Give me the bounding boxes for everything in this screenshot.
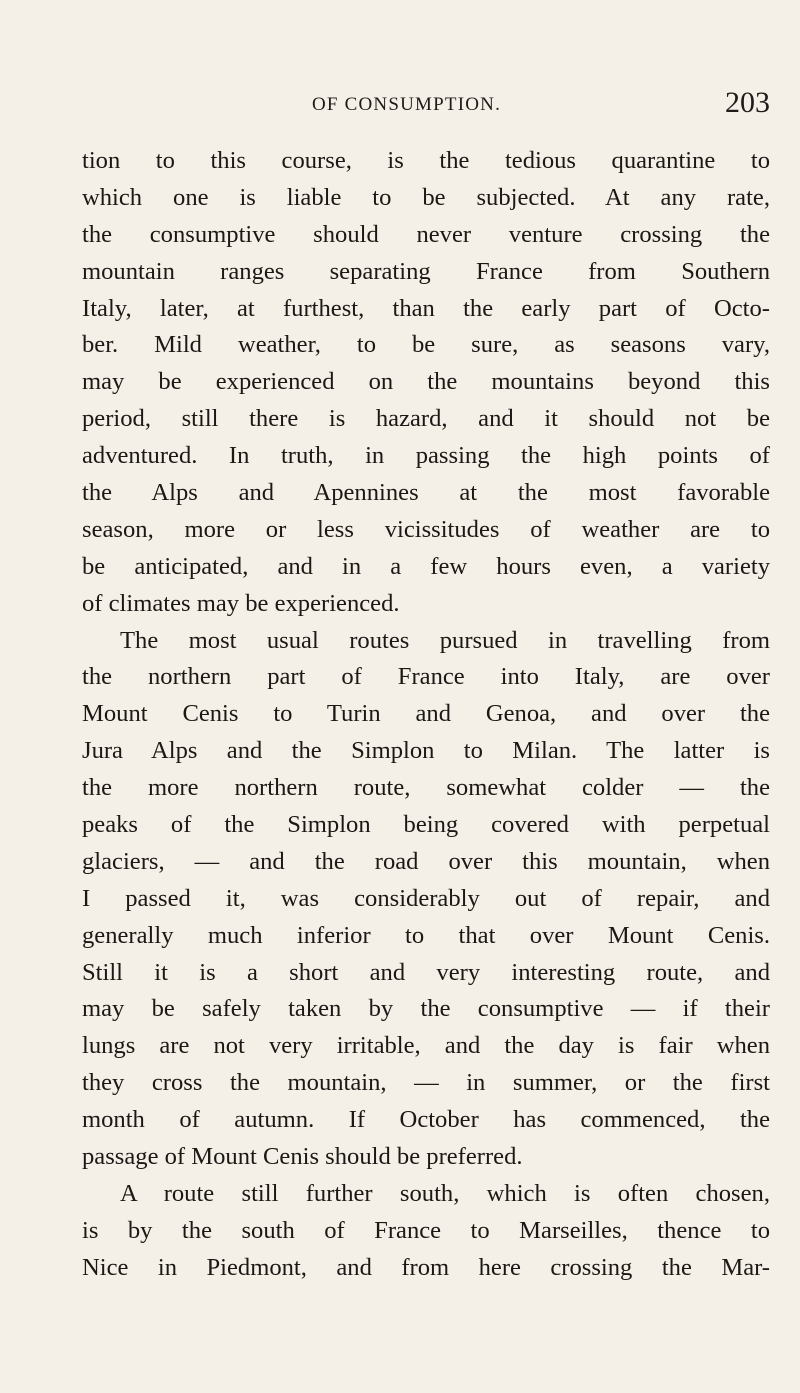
running-head [82,86,770,126]
text-line: adventured. In truth, in passing the high points of [82,442,770,470]
text-line: mountain ranges separating France from Southern [82,257,770,285]
text-line: generally much inferior to that over Mount Cenis. [82,921,770,949]
text-line: the more northern route, somewhat colder — the [82,774,770,802]
text-line: Still it is a short and very interesting route, and [82,958,770,986]
text-line: peaks of the Simplon being covered with perpetual [82,811,770,839]
body-text [82,143,770,1287]
text-line: tion to this course, is the tedious quarantine to [82,147,770,174]
text-line: of climates may be experienced. [82,589,400,617]
text-line: passage of Mount Cenis should be preferred. [82,1143,523,1171]
text-line: Jura Alps and the Simplon to Milan. The latter is [82,737,770,765]
text-line: glaciers, — and the road over this mountain, when [82,847,770,875]
text-line: ber. Mild weather, to be sure, as seasons vary, [82,331,770,359]
text-line: the consumptive should never venture crossing the [82,220,770,248]
text-line: may be experienced on the mountains beyond this [82,368,770,396]
text-line: the northern part of France into Italy, are over [82,663,770,691]
text-line: be anticipated, and in a few hours even, a variety [82,552,770,580]
text-line: they cross the mountain, — in summer, or the first [82,1069,770,1097]
text-line: month of autumn. If October has commenced, the [82,1106,770,1134]
text-line: I passed it, was considerably out of repair, and [82,884,770,912]
text-line: period, still there is hazard, and it should not be [82,405,770,433]
text-line: may be safely taken by the consumptive — if their [82,995,770,1023]
text-line: season, more or less vicissitudes of weather are to [82,515,770,543]
text-line: the Alps and Apennines at the most favorable [82,479,770,507]
running-title: OF CONSUMPTION. [312,94,502,115]
text-line: which one is liable to be subjected. At any rate, [82,183,770,211]
text-line: The most usual routes pursued in travelling from [120,626,770,654]
text-line: A route still further south, which is often chosen, [120,1179,770,1207]
text-line: is by the south of France to Marseilles, thence to [82,1216,770,1244]
page-number: 203 [725,86,770,119]
text-line: Mount Cenis to Turin and Genoa, and over the [82,700,770,728]
text-line: Nice in Piedmont, and from here crossing the Mar- [82,1253,770,1281]
text-line: lungs are not very irritable, and the day is fair when [82,1032,770,1060]
text-line: Italy, later, at furthest, than the early part of Octo- [82,294,770,322]
